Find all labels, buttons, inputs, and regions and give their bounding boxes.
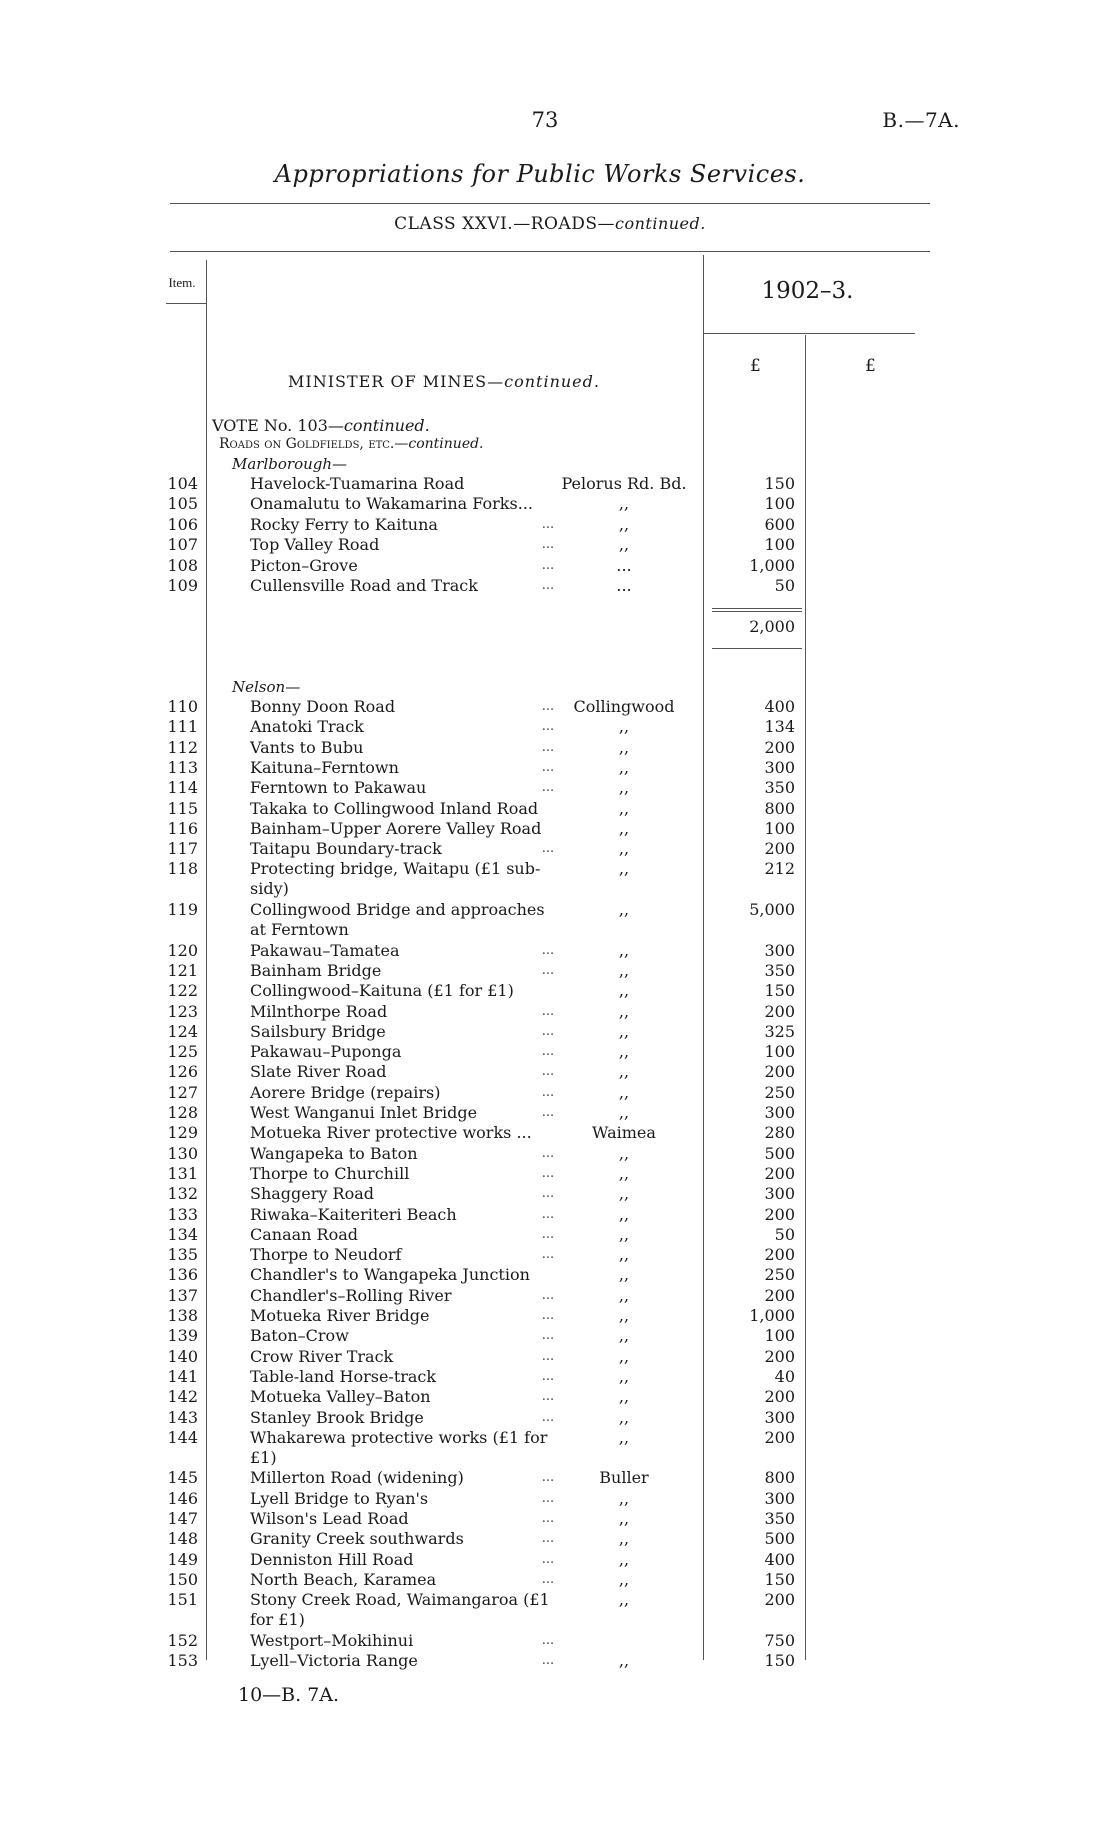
district-name: ,, bbox=[618, 1184, 630, 1204]
district-name: ,, bbox=[618, 859, 630, 879]
item-name: Kaituna–Ferntown bbox=[250, 757, 399, 777]
minister-suffix: continued. bbox=[504, 372, 600, 391]
district-name: Waimea bbox=[592, 1123, 656, 1143]
district-name: Buller bbox=[599, 1468, 649, 1488]
district-name: ,, bbox=[618, 1265, 630, 1285]
item-name: Crow River Track bbox=[250, 1346, 394, 1366]
item-amount: 150 bbox=[764, 474, 795, 493]
item-name: Slate River Road bbox=[250, 1062, 387, 1082]
item-name: Baton–Crow bbox=[250, 1326, 349, 1346]
item-amount: 400 bbox=[764, 1549, 795, 1569]
district-name: ,, bbox=[618, 1427, 630, 1447]
leader-dots: ... bbox=[541, 1105, 555, 1120]
district-name: ,, bbox=[618, 1021, 630, 1041]
item-amount: 350 bbox=[764, 960, 795, 980]
district-name: ,, bbox=[618, 1529, 630, 1549]
item-amount: 500 bbox=[764, 1143, 795, 1163]
item-amount: 300 bbox=[764, 1184, 795, 1204]
district-name: ,, bbox=[618, 1001, 630, 1021]
item-number: 139 bbox=[167, 1326, 198, 1346]
leader-dots: ... bbox=[541, 739, 555, 755]
leader-dots: ... bbox=[541, 841, 555, 857]
district-name: ,, bbox=[618, 494, 630, 514]
subtotal-underline bbox=[712, 648, 802, 649]
item-name: Collingwood–Kaituna (£1 for £1) bbox=[250, 981, 514, 1001]
district-name: ,, bbox=[618, 1163, 630, 1183]
pound-column-divider bbox=[805, 335, 806, 1660]
page-footer: 10—B. 7A. bbox=[238, 1684, 340, 1706]
item-amount: 200 bbox=[764, 1285, 795, 1305]
item-amount: 300 bbox=[764, 757, 795, 777]
item-amount: 300 bbox=[764, 1103, 795, 1122]
district-name: ... bbox=[616, 555, 632, 575]
region-marlborough: Marlborough— bbox=[232, 455, 348, 473]
district-name: ,, bbox=[618, 1407, 630, 1427]
item-number: 117 bbox=[167, 839, 198, 859]
item-amount: 1,000 bbox=[749, 1306, 795, 1325]
district-name: ,, bbox=[618, 1204, 630, 1224]
leader-dots: ... bbox=[541, 1165, 555, 1181]
item-number: 127 bbox=[167, 1082, 198, 1102]
item-name: Sailsbury Bridge bbox=[250, 1021, 386, 1041]
leader-dots: ... bbox=[541, 1389, 555, 1405]
item-number: 116 bbox=[167, 818, 198, 838]
item-number: 114 bbox=[167, 778, 198, 798]
item-amount: 100 bbox=[764, 818, 795, 838]
item-number: 150 bbox=[167, 1569, 198, 1589]
item-amount: 200 bbox=[764, 839, 795, 859]
item-name: Riwaka–Kaiteriteri Beach bbox=[250, 1204, 457, 1224]
item-number: 122 bbox=[167, 981, 198, 1001]
item-amount: 134 bbox=[764, 717, 795, 737]
item-number: 126 bbox=[167, 1062, 198, 1082]
item-number: 133 bbox=[167, 1204, 198, 1224]
leader-dots: ... bbox=[541, 1064, 555, 1080]
item-amount: 200 bbox=[764, 1001, 795, 1021]
item-number: 113 bbox=[167, 757, 198, 777]
leader-dots: ... bbox=[541, 1328, 555, 1344]
leader-dots: ... bbox=[541, 1308, 555, 1323]
item-name: Takaka to Collingwood Inland Road bbox=[250, 798, 539, 818]
item-number: 138 bbox=[167, 1306, 198, 1325]
item-name: Anatoki Track bbox=[250, 717, 364, 737]
district-name: ,, bbox=[618, 1103, 630, 1122]
district-name: ,, bbox=[618, 1509, 630, 1528]
item-number: 123 bbox=[167, 1001, 198, 1021]
item-amount: 40 bbox=[774, 1366, 795, 1386]
item-number: 135 bbox=[167, 1245, 198, 1265]
item-amount: 200 bbox=[764, 1163, 795, 1183]
item-name: Table-land Horse-track bbox=[250, 1366, 437, 1386]
item-number: 112 bbox=[167, 737, 198, 757]
leader-dots: ... bbox=[541, 1368, 555, 1384]
item-name: Granity Creek southwards bbox=[250, 1529, 464, 1549]
leader-dots: ... bbox=[541, 1653, 555, 1669]
item-column-divider bbox=[206, 260, 207, 1660]
district-name: ,, bbox=[618, 1346, 630, 1366]
item-number: 118 bbox=[167, 859, 198, 879]
item-amount: 200 bbox=[764, 1062, 795, 1082]
minister-heading bbox=[288, 372, 600, 391]
item-number: 142 bbox=[167, 1387, 198, 1407]
item-amount: 200 bbox=[764, 1346, 795, 1366]
item-number: 105 bbox=[167, 494, 198, 514]
item-number: 111 bbox=[167, 717, 198, 737]
leader-dots: ... bbox=[541, 1186, 555, 1202]
item-number: 153 bbox=[167, 1651, 198, 1671]
item-name: Onamalutu to Wakamarina Forks... bbox=[250, 494, 533, 514]
leader-dots: ... bbox=[541, 1003, 555, 1019]
item-amount: 212 bbox=[764, 859, 795, 879]
item-number: 149 bbox=[167, 1549, 198, 1569]
item-amount: 100 bbox=[764, 1326, 795, 1346]
leader-dots: ... bbox=[541, 1511, 555, 1526]
district-name: ,, bbox=[618, 1326, 630, 1346]
item-number: 121 bbox=[167, 960, 198, 980]
item-amount: 1,000 bbox=[749, 555, 795, 575]
item-name: Bonny Doon Road bbox=[250, 697, 396, 716]
item-name: Bainham Bridge bbox=[250, 960, 382, 980]
marlborough-subtotal: 2,000 bbox=[749, 617, 795, 636]
pound-sign-1: £ bbox=[750, 356, 761, 376]
item-amount: 600 bbox=[764, 514, 795, 534]
item-name: Motueka River Bridge bbox=[250, 1306, 430, 1325]
item-amount: 280 bbox=[764, 1123, 795, 1143]
district-name: Pelorus Rd. Bd. bbox=[561, 474, 687, 493]
item-number: 129 bbox=[167, 1123, 198, 1143]
item-number: 115 bbox=[167, 798, 198, 818]
item-name: Canaan Road bbox=[250, 1224, 359, 1244]
item-name: Ferntown to Pakawau bbox=[250, 778, 427, 798]
item-name: Thorpe to Neudorf bbox=[250, 1245, 402, 1265]
leader-dots: ... bbox=[541, 557, 555, 573]
item-name: Millerton Road (widening) bbox=[250, 1468, 464, 1488]
minister-main: MINISTER OF MINES— bbox=[288, 372, 505, 391]
roads-heading bbox=[219, 436, 484, 452]
district-name: ,, bbox=[618, 1488, 630, 1508]
district-name: ,, bbox=[618, 1062, 630, 1082]
item-amount: 800 bbox=[764, 1468, 795, 1488]
class-title bbox=[200, 214, 900, 234]
pound-sign-2: £ bbox=[865, 356, 876, 376]
subtotal-rule-1 bbox=[712, 608, 802, 609]
district-name: ,, bbox=[618, 1306, 630, 1325]
item-number: 141 bbox=[167, 1366, 198, 1386]
item-name: Lyell–Victoria Range bbox=[250, 1651, 418, 1671]
table-top-rule bbox=[170, 251, 930, 252]
district-name: ,, bbox=[618, 1569, 630, 1589]
item-amount: 300 bbox=[764, 940, 795, 960]
class-title-suffix: continued. bbox=[615, 214, 706, 233]
item-amount: 200 bbox=[764, 1245, 795, 1265]
title-rule bbox=[170, 203, 930, 204]
item-name: Shaggery Road bbox=[250, 1184, 374, 1204]
item-number: 140 bbox=[167, 1346, 198, 1366]
leader-dots: ... bbox=[541, 1531, 555, 1547]
page-number: 73 bbox=[531, 108, 559, 132]
item-amount: 350 bbox=[764, 778, 795, 798]
item-name: Thorpe to Churchill bbox=[250, 1163, 410, 1183]
leader-dots: ... bbox=[541, 516, 555, 532]
leader-dots: ... bbox=[541, 1206, 555, 1222]
district-name: ... bbox=[616, 576, 632, 595]
year-column-divider bbox=[703, 255, 704, 1660]
district-name: ,, bbox=[618, 818, 630, 838]
item-number: 147 bbox=[167, 1509, 198, 1528]
item-column-header: Item. bbox=[168, 275, 196, 290]
item-name: Bainham–Upper Aorere Valley Road bbox=[250, 818, 542, 838]
item-name: Top Valley Road bbox=[250, 535, 380, 555]
district-name: ,, bbox=[618, 1245, 630, 1265]
item-number: 146 bbox=[167, 1488, 198, 1508]
item-amount: 250 bbox=[764, 1082, 795, 1102]
document-reference: B.—7A. bbox=[882, 108, 960, 132]
leader-dots: ... bbox=[541, 1247, 555, 1263]
leader-dots: ... bbox=[541, 1551, 555, 1567]
item-amount: 200 bbox=[764, 1427, 795, 1447]
item-name: Pakawau–Tamatea bbox=[250, 940, 400, 960]
vote-main: VOTE No. 103— bbox=[212, 416, 344, 435]
item-number: 107 bbox=[167, 535, 198, 555]
vote-suffix: continued. bbox=[343, 416, 430, 435]
item-amount: 250 bbox=[764, 1265, 795, 1285]
district-name: ,, bbox=[618, 839, 630, 859]
leader-dots: ... bbox=[541, 962, 555, 978]
item-amount: 200 bbox=[764, 1387, 795, 1407]
district-name: ,, bbox=[618, 1590, 630, 1610]
item-name: North Beach, Karamea bbox=[250, 1569, 437, 1589]
item-name: Chandler's–Rolling River bbox=[250, 1285, 452, 1305]
item-number: 128 bbox=[167, 1103, 198, 1122]
item-name: West Wanganui Inlet Bridge bbox=[250, 1103, 478, 1122]
district-name: ,, bbox=[618, 1143, 630, 1163]
item-number: 143 bbox=[167, 1407, 198, 1427]
item-amount: 350 bbox=[764, 1509, 795, 1528]
district-name: ,, bbox=[618, 1285, 630, 1305]
district-name: ,, bbox=[618, 717, 630, 737]
item-amount: 150 bbox=[764, 981, 795, 1001]
item-name: Whakarewa protective works (£1 for £1) bbox=[250, 1427, 548, 1467]
region-nelson: Nelson— bbox=[232, 678, 301, 696]
vote-heading bbox=[212, 416, 430, 435]
item-name: Aorere Bridge (repairs) bbox=[250, 1082, 441, 1102]
item-name: Motueka Valley–Baton bbox=[250, 1387, 431, 1407]
roads-suffix: continued. bbox=[408, 436, 484, 452]
item-amount: 400 bbox=[764, 697, 795, 716]
item-amount: 500 bbox=[764, 1529, 795, 1549]
item-number: 148 bbox=[167, 1529, 198, 1549]
item-amount: 300 bbox=[764, 1407, 795, 1427]
item-amount: 100 bbox=[764, 1042, 795, 1062]
item-name: Milnthorpe Road bbox=[250, 1001, 388, 1021]
district-name: ,, bbox=[618, 1549, 630, 1569]
item-amount: 200 bbox=[764, 1204, 795, 1224]
item-name: Vants to Bubu bbox=[250, 737, 364, 757]
leader-dots: ... bbox=[541, 1490, 555, 1506]
item-name: Rocky Ferry to Kaituna bbox=[250, 514, 438, 534]
leader-dots: ... bbox=[541, 578, 555, 593]
district-name: ,, bbox=[618, 940, 630, 960]
leader-dots: ... bbox=[541, 1084, 555, 1100]
year-header-rule bbox=[703, 333, 915, 334]
district-name: ,, bbox=[618, 757, 630, 777]
item-name: Motueka River protective works ... bbox=[250, 1123, 532, 1143]
leader-dots: ... bbox=[541, 1226, 555, 1242]
item-name: Picton–Grove bbox=[250, 555, 358, 575]
item-number: 131 bbox=[167, 1163, 198, 1183]
leader-dots: ... bbox=[541, 1145, 555, 1161]
leader-dots: ... bbox=[541, 699, 555, 714]
item-number: 132 bbox=[167, 1184, 198, 1204]
subtotal-rule-2 bbox=[712, 611, 802, 612]
item-name: Collingwood Bridge and approaches at Ferntown bbox=[250, 900, 545, 939]
leader-dots: ... bbox=[541, 537, 555, 553]
item-name: Taitapu Boundary-track bbox=[250, 839, 442, 859]
roads-main: Roads on Goldfields, etc.— bbox=[219, 436, 409, 452]
item-amount: 300 bbox=[764, 1488, 795, 1508]
district-name: Collingwood bbox=[573, 697, 675, 716]
leader-dots: ... bbox=[541, 1287, 555, 1303]
item-amount: 100 bbox=[764, 494, 795, 514]
item-number: 110 bbox=[167, 697, 198, 716]
item-name: Wilson's Lead Road bbox=[250, 1509, 409, 1528]
item-header-underline bbox=[166, 303, 206, 304]
item-amount: 50 bbox=[774, 576, 795, 595]
district-name: ,, bbox=[618, 900, 630, 919]
leader-dots: ... bbox=[541, 759, 555, 775]
item-name: Westport–Mokihinui bbox=[250, 1630, 414, 1650]
leader-dots: ... bbox=[541, 1470, 555, 1486]
item-name: Havelock-Tuamarina Road bbox=[250, 474, 465, 493]
item-number: 136 bbox=[167, 1265, 198, 1285]
leader-dots: ... bbox=[541, 719, 555, 735]
item-number: 137 bbox=[167, 1285, 198, 1305]
item-name: Wangapeka to Baton bbox=[250, 1143, 418, 1163]
item-number: 134 bbox=[167, 1224, 198, 1244]
leader-dots: ... bbox=[541, 1632, 555, 1648]
item-number: 151 bbox=[167, 1590, 198, 1610]
item-name: Protecting bridge, Waitapu (£1 sub-sidy) bbox=[250, 859, 541, 899]
leader-dots: ... bbox=[541, 1409, 555, 1425]
leader-dots: ... bbox=[541, 780, 555, 796]
item-amount: 5,000 bbox=[749, 900, 795, 919]
leader-dots: ... bbox=[541, 1571, 555, 1587]
item-number: 145 bbox=[167, 1468, 198, 1488]
district-name: ,, bbox=[618, 1366, 630, 1386]
item-number: 124 bbox=[167, 1021, 198, 1041]
district-name: ,, bbox=[618, 737, 630, 757]
item-number: 120 bbox=[167, 940, 198, 960]
item-number: 152 bbox=[167, 1630, 198, 1650]
item-amount: 800 bbox=[764, 798, 795, 818]
item-number: 119 bbox=[167, 900, 198, 919]
item-number: 106 bbox=[167, 514, 198, 534]
item-amount: 750 bbox=[764, 1630, 795, 1650]
district-name: ,, bbox=[618, 1651, 630, 1671]
item-amount: 150 bbox=[764, 1569, 795, 1589]
item-number: 104 bbox=[167, 474, 198, 493]
item-name: Cullensville Road and Track bbox=[250, 576, 478, 595]
item-name: Chandler's to Wangapeka Junction bbox=[250, 1265, 530, 1285]
leader-dots: ... bbox=[541, 1023, 555, 1039]
item-amount: 200 bbox=[764, 737, 795, 757]
item-name: Pakawau–Puponga bbox=[250, 1042, 402, 1062]
item-amount: 150 bbox=[764, 1651, 795, 1671]
item-amount: 200 bbox=[764, 1590, 795, 1610]
page-title: Appropriations for Public Works Services. bbox=[274, 160, 806, 188]
item-amount: 100 bbox=[764, 535, 795, 555]
item-name: Stony Creek Road, Waimangaroa (£1 for £1) bbox=[250, 1590, 550, 1630]
item-number: 108 bbox=[167, 555, 198, 575]
item-name: Denniston Hill Road bbox=[250, 1549, 414, 1569]
item-amount: 325 bbox=[764, 1021, 795, 1041]
leader-dots: ... bbox=[541, 1348, 555, 1364]
leader-dots: ... bbox=[541, 942, 555, 958]
item-number: 109 bbox=[167, 576, 198, 595]
year-column-header: 1902–3. bbox=[761, 278, 854, 304]
district-name: ,, bbox=[618, 778, 630, 798]
district-name: ,, bbox=[618, 798, 630, 818]
class-title-main: CLASS XXVI.—ROADS— bbox=[394, 214, 615, 234]
district-name: ,, bbox=[618, 1082, 630, 1102]
item-number: 144 bbox=[167, 1427, 198, 1447]
district-name: ,, bbox=[618, 981, 630, 1001]
item-name: Stanley Brook Bridge bbox=[250, 1407, 424, 1427]
district-name: ,, bbox=[618, 960, 630, 980]
district-name: ,, bbox=[618, 1224, 630, 1244]
item-name: Lyell Bridge to Ryan's bbox=[250, 1488, 429, 1508]
item-amount: 50 bbox=[774, 1224, 795, 1244]
district-name: ,, bbox=[618, 1042, 630, 1062]
item-number: 125 bbox=[167, 1042, 198, 1062]
district-name: ,, bbox=[618, 514, 630, 534]
leader-dots: ... bbox=[541, 1044, 555, 1060]
district-name: ,, bbox=[618, 1387, 630, 1407]
item-number: 130 bbox=[167, 1143, 198, 1163]
district-name: ,, bbox=[618, 535, 630, 555]
